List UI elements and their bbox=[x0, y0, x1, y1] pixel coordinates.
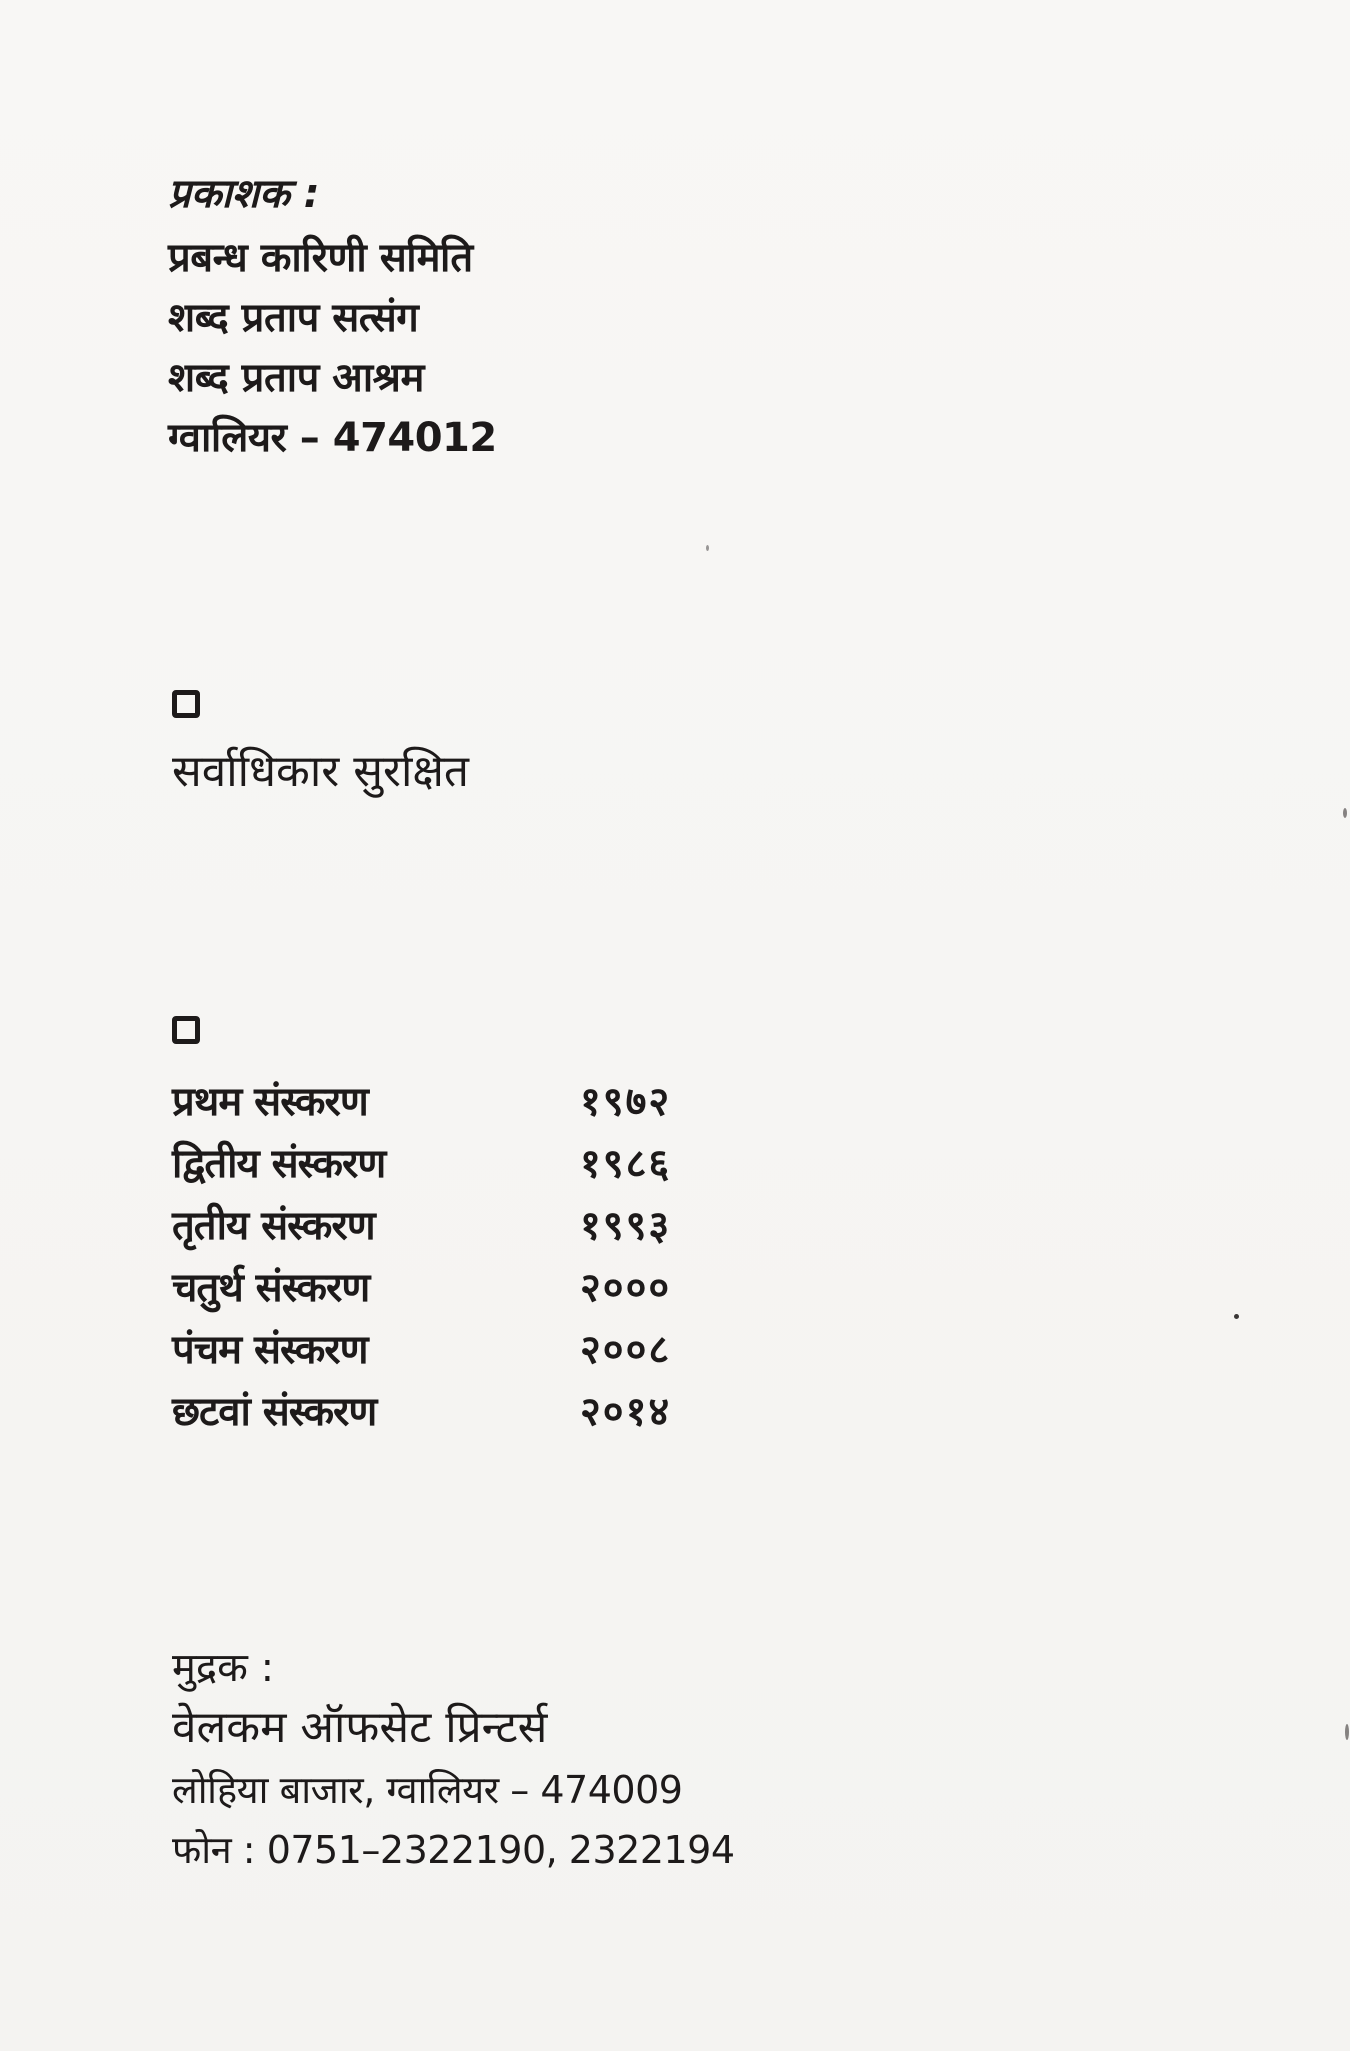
edition-label: छटवां संस्करण bbox=[172, 1388, 377, 1435]
printer-name: वेलकम ऑफसेट प्रिन्टर्स bbox=[172, 1702, 548, 1753]
printer-address: लोहिया बाजार, ग्वालियर – 474009 bbox=[172, 1768, 683, 1812]
edition-label: तृतीय संस्करण bbox=[172, 1202, 375, 1249]
edition-year: १९९३ bbox=[580, 1202, 672, 1249]
edition-row bbox=[172, 1254, 732, 1316]
edition-row bbox=[172, 1192, 732, 1254]
copyright-notice: सर्वाधिकार सुरक्षित bbox=[172, 746, 469, 797]
printer-block bbox=[172, 1640, 735, 1880]
edition-year: २००८ bbox=[580, 1326, 672, 1373]
paper-speck bbox=[1234, 1314, 1239, 1319]
edition-row bbox=[172, 1068, 732, 1130]
paper-speck bbox=[1343, 808, 1347, 818]
edition-label: प्रथम संस्करण bbox=[172, 1078, 368, 1125]
edition-year: १९८६ bbox=[580, 1140, 672, 1187]
edition-row bbox=[172, 1316, 732, 1378]
square-bullet-icon bbox=[172, 690, 200, 718]
edition-year: २०१४ bbox=[580, 1388, 672, 1435]
printer-phone: फोन : 0751–2322190, 2322194 bbox=[172, 1828, 735, 1872]
edition-row bbox=[172, 1130, 732, 1192]
editions-list bbox=[172, 1068, 732, 1440]
square-bullet-icon bbox=[172, 1016, 200, 1044]
edition-row bbox=[172, 1378, 732, 1440]
edition-year: २००० bbox=[580, 1264, 672, 1311]
paper-speck bbox=[1345, 1724, 1349, 1740]
edition-label: द्वितीय संस्करण bbox=[172, 1140, 386, 1187]
edition-year: १९७२ bbox=[580, 1078, 672, 1125]
publisher-satsang-line: शब्द प्रताप सत्संग bbox=[168, 295, 419, 341]
publisher-block bbox=[168, 168, 497, 468]
publisher-name-line: प्रबन्ध कारिणी समिति bbox=[168, 235, 473, 281]
edition-label: पंचम संस्करण bbox=[172, 1326, 368, 1373]
publisher-city-line: ग्वालियर – 474012 bbox=[168, 415, 497, 461]
printer-heading: मुद्रक : bbox=[172, 1645, 275, 1691]
publisher-ashram-line: शब्द प्रताप आश्रम bbox=[168, 355, 424, 401]
paper-speck bbox=[706, 545, 709, 551]
edition-label: चतुर्थ संस्करण bbox=[172, 1264, 370, 1311]
publisher-heading: प्रकाशक : bbox=[168, 171, 320, 217]
